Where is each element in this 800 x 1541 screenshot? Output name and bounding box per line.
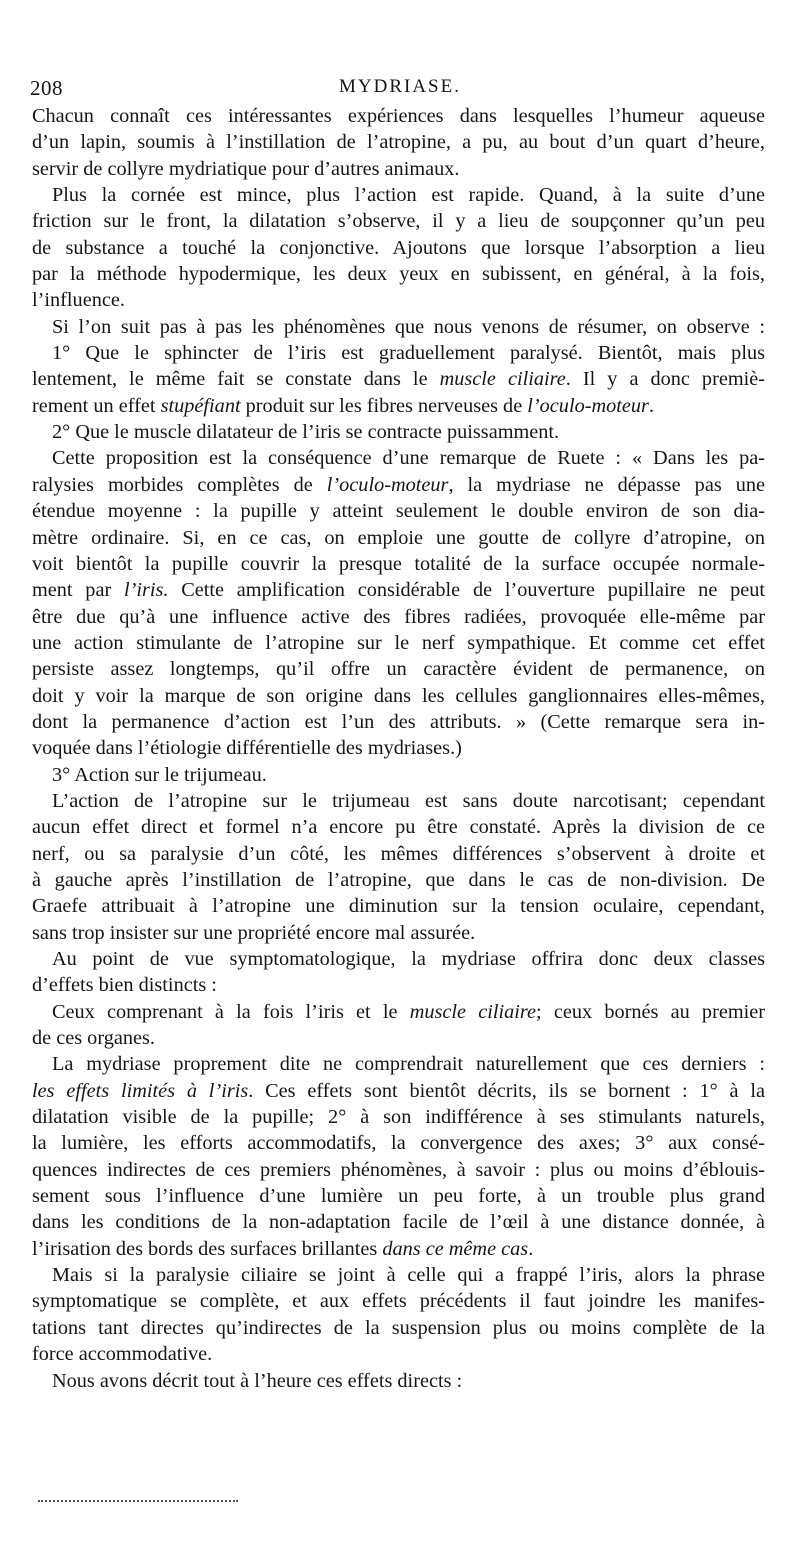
text-line: mètre ordinaire. Si, en ce cas, on emploie une goutte de collyre d’atropine, on [32, 526, 765, 549]
text-line: Mais si la paralysie ciliaire se joint à celle qui a frappé l’iris, alors la phrase [52, 1264, 765, 1287]
text-line: être due qu’à une influence active des fibres radiées, provoquée elle-même par [32, 605, 765, 628]
text-line: d’effets bien distincts : [32, 974, 217, 997]
text-line: Ceux comprenant à la fois l’iris et le muscle ciliaire; ceux bornés au premier [52, 1000, 765, 1023]
text-line: d’un lapin, soumis à l’instillation de l’atropine, a pu, au bout d’un quart d’heure, [32, 131, 765, 154]
text-line: 2° Que le muscle dilatateur de l’iris se contracte puissamment. [52, 421, 560, 444]
text-line: La mydriase proprement dite ne comprendrait naturellement que ces derniers : [52, 1053, 765, 1076]
text-line: dont la permanence d’action est l’un des attributs. » (Cette remarque sera in- [32, 710, 765, 733]
text-line: Chacun connaît ces intéressantes expériences dans lesquelles l’humeur aqueuse [32, 105, 765, 127]
text-line: 1° Que le sphincter de l’iris est graduellement paralysé. Bientôt, mais plus [52, 342, 765, 365]
text-line: dilatation visible de la pupille; 2° à son indifférence à ses stimulants naturels, [32, 1106, 765, 1129]
text-line: voit bientôt la pupille couvrir la presque totalité de la surface occupée normale- [32, 552, 765, 575]
text-line: L’action de l’atropine sur le trijumeau est sans doute narcotisant; cependant [52, 789, 765, 812]
text-line: rement un effet stupéfiant produit sur les fibres nerveuses de l’oculo-moteur. [32, 394, 655, 417]
text-line: une action stimulante de l’atropine sur le nerf sympathique. Et comme cet effet [32, 631, 765, 654]
text-line: l’influence. [32, 289, 125, 312]
text-line: voquée dans l’étiologie différentielle des mydriases.) [32, 737, 462, 760]
text-line: Nous avons décrit tout à l’heure ces effets directs : [52, 1369, 463, 1392]
text-line: 3° Action sur le trijumeau. [52, 763, 267, 786]
text-line: de ces organes. [32, 1027, 155, 1050]
text-line: Plus la cornée est mince, plus l’action est rapide. Quand, à la suite d’une [52, 184, 765, 207]
text-line: Cette proposition est la conséquence d’une remarque de Ruete : « Dans les pa- [52, 447, 765, 470]
text-line: Au point de vue symptomatologique, la mydriase offrira donc deux classes [52, 948, 765, 970]
text-line: sans trop insister sur une propriété encore mal assurée. [32, 921, 476, 944]
text-line: force accommodative. [32, 1343, 213, 1366]
text-line: friction sur le front, la dilatation s’observe, il y a lieu de soupçonner qu’un peu [32, 210, 765, 233]
text-line: par la méthode hypodermique, les deux yeux en subissent, en général, à la fois, [32, 263, 765, 286]
footer-dotted-rule [38, 1500, 238, 1502]
page-header [30, 76, 770, 102]
text-line: quences indirectes de ces premiers phénomènes, à savoir : plus ou moins d’éblouis- [32, 1158, 765, 1181]
text-line: servir de collyre mydriatique pour d’autres animaux. [32, 157, 460, 180]
text-line: Graefe attribuait à l’atropine une diminution sur la tension oculaire, cependant, [32, 895, 765, 918]
text-line: symptomatique se complète, et aux effets précédents il faut joindre les manifes- [32, 1290, 765, 1313]
page-number: 208 [30, 76, 63, 100]
text-line: sement sous l’influence d’une lumière un peu forte, à un trouble plus grand [32, 1185, 765, 1208]
text-line: la lumière, les efforts accommodatifs, la convergence des axes; 3° aux consé- [32, 1132, 765, 1155]
text-line: l’irisation des bords des surfaces brillantes dans ce même cas. [32, 1237, 534, 1260]
text-line: de substance a touché la conjonctive. Ajoutons que lorsque l’absorption a lieu [32, 236, 765, 259]
running-head: MYDRIASE. [339, 76, 461, 97]
text-line: les effets limités à l’iris. Ces effets sont bientôt décrits, ils se bornent : 1° à la [32, 1079, 766, 1102]
text-line: aucun effet direct et formel n’a encore pu être constaté. Après la division de ce [32, 816, 765, 839]
text-line: dans les conditions de la non-adaptation facile de l’œil à une distance donnée, à [32, 1211, 765, 1234]
text-line: ralysies morbides complètes de l’oculo-moteur, la mydriase ne dépasse pas une [32, 473, 765, 496]
text-line: lentement, le même fait se constate dans le muscle ciliaire. Il y a donc premiè- [32, 368, 765, 391]
text-line: nerf, ou sa paralysie d’un côté, les mêmes différences s’observent à droite et [32, 842, 765, 865]
body-text [32, 103, 765, 1394]
text-line: étendue moyenne : la pupille y atteint seulement le double environ de son dia- [32, 500, 765, 523]
text-line: ment par l’iris. Cette amplification considérable de l’ouverture pupillaire ne peut [32, 579, 765, 602]
text-line: Si l’on suit pas à pas les phénomènes que nous venons de résumer, on observe : [52, 315, 765, 338]
text-line: persiste assez longtemps, qu’il offre un caractère évident de permanence, on [32, 658, 765, 681]
text-line: doit y voir la marque de son origine dans les cellules ganglionnaires elles-mêmes, [32, 684, 765, 707]
text-line: à gauche après l’instillation de l’atropine, que dans le cas de non-division. De [32, 868, 765, 891]
text-line: tations tant directes qu’indirectes de la suspension plus ou moins complète de la [32, 1316, 765, 1339]
